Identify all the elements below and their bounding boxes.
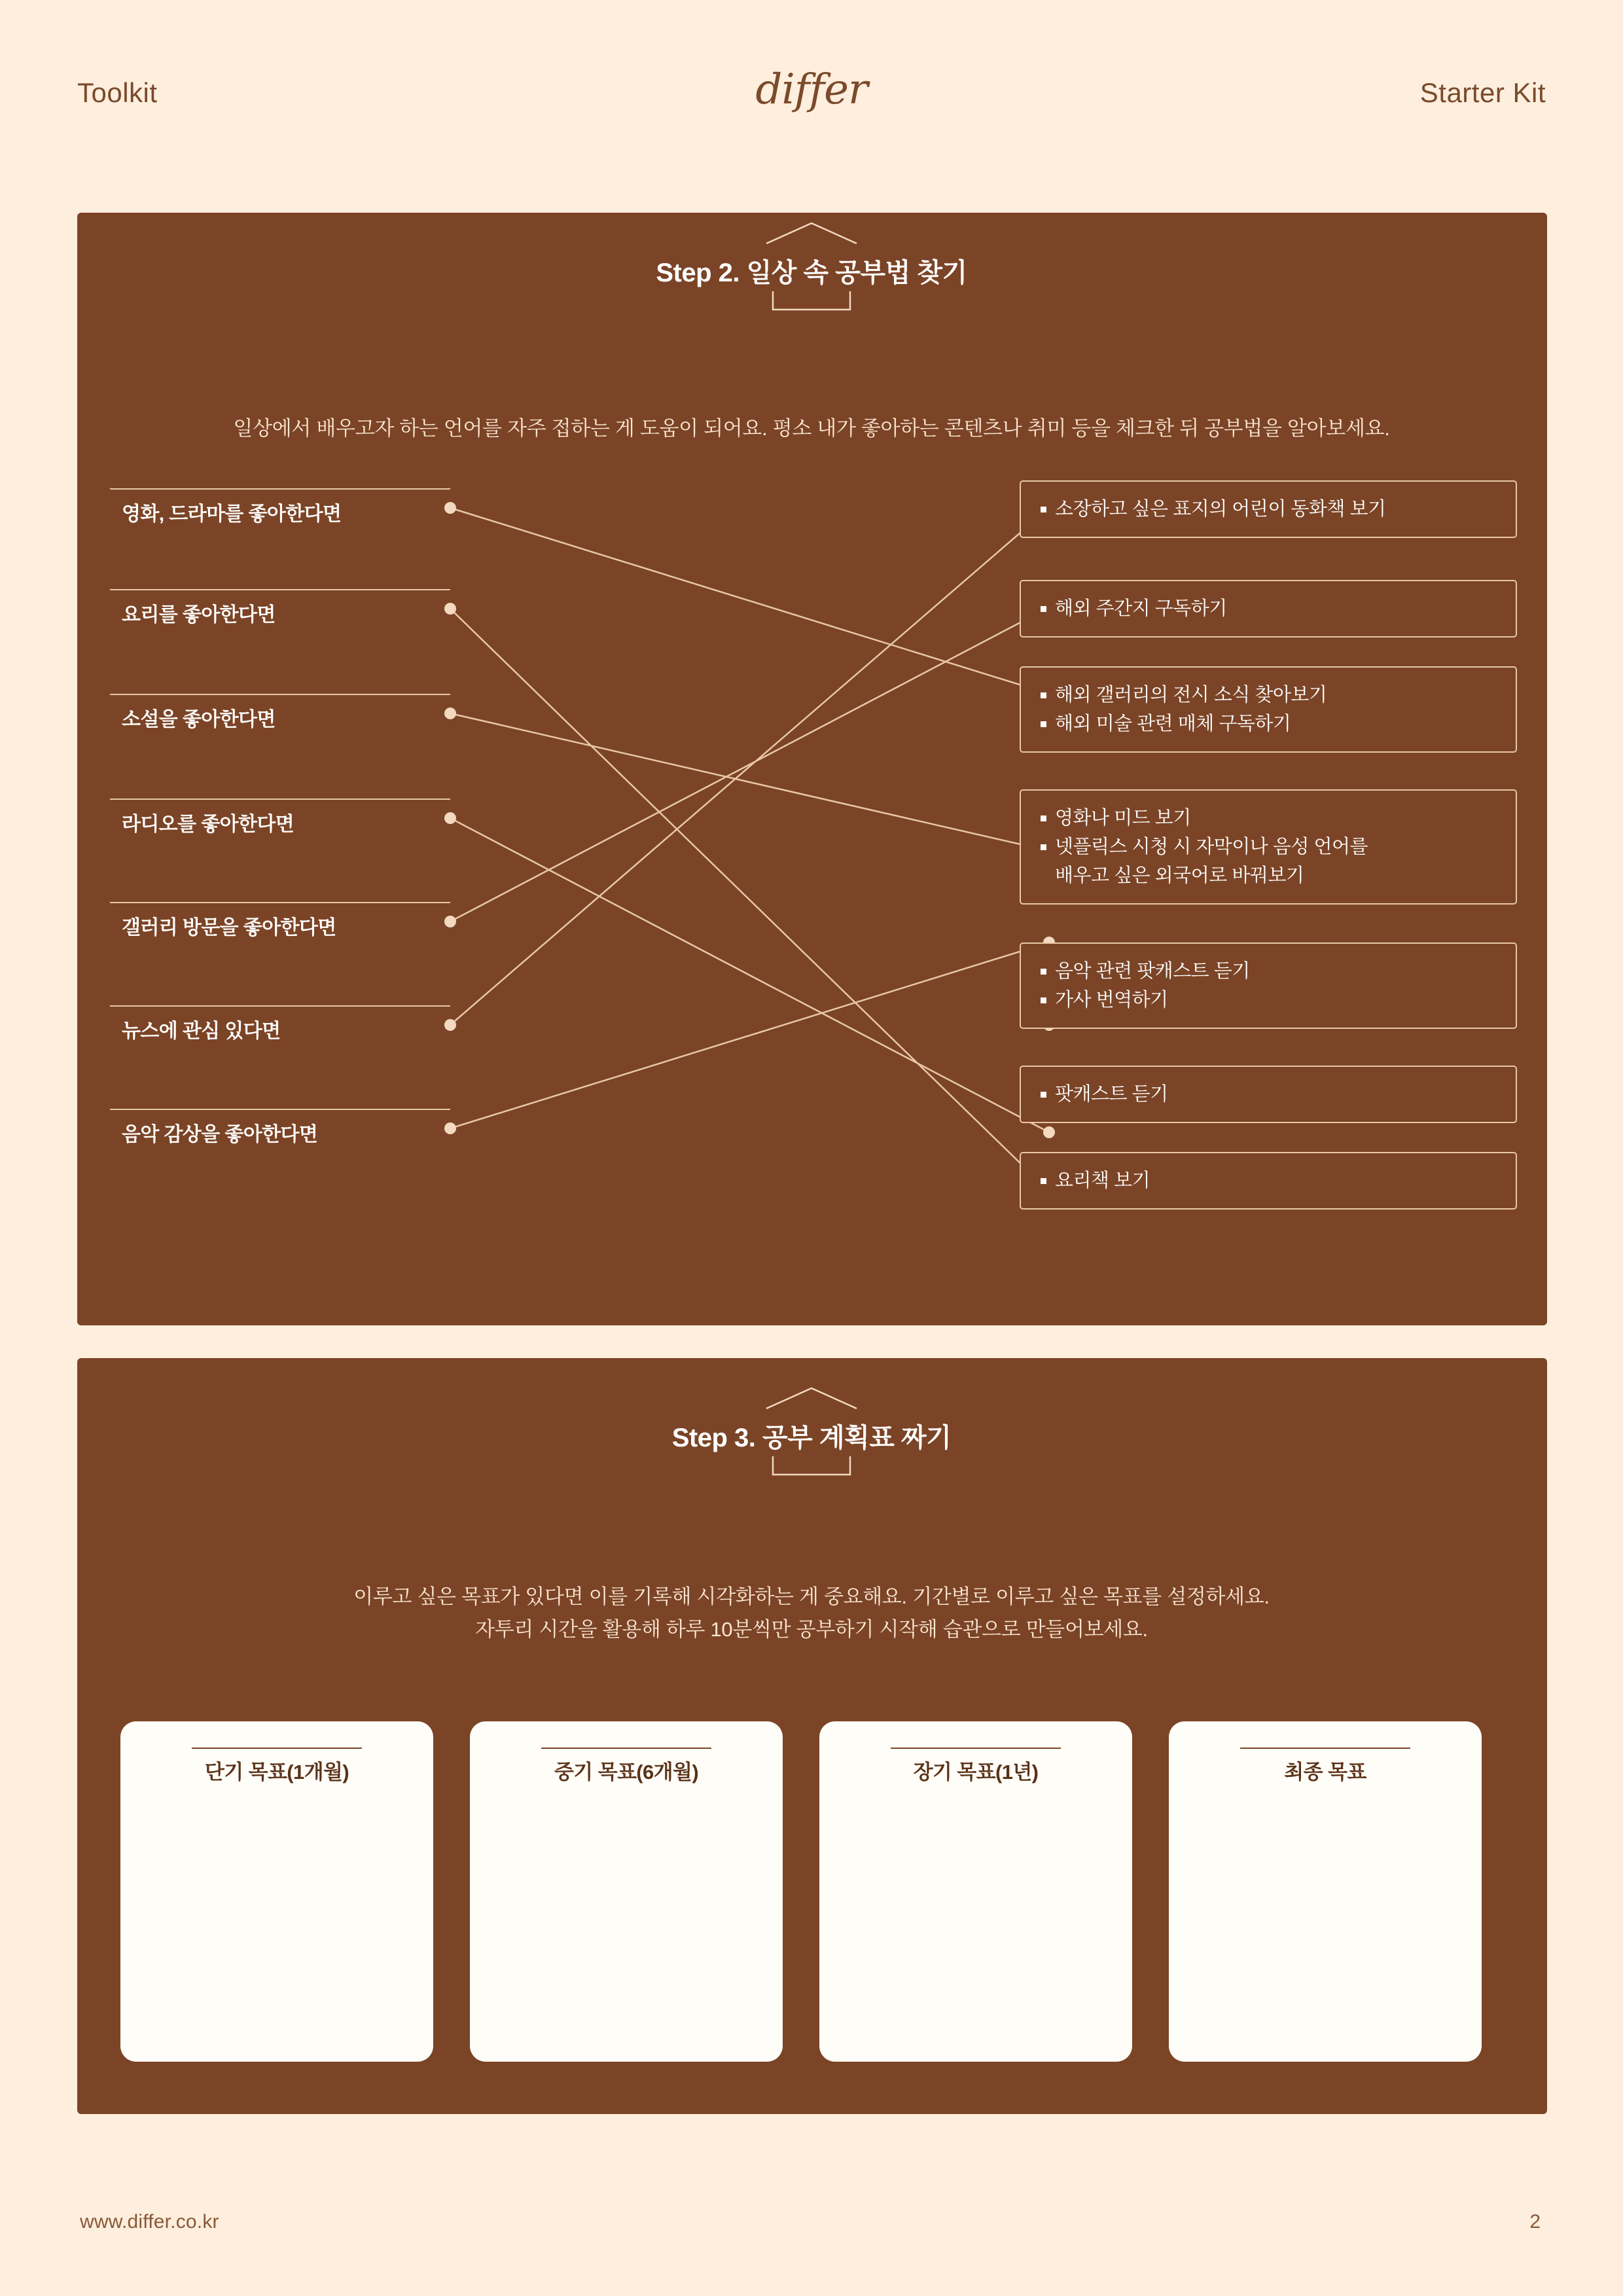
goal-box-short-term[interactable] bbox=[120, 1721, 433, 2062]
goal-title: 중기 목표(6개월) bbox=[554, 1761, 699, 1784]
right-box-6[interactable] bbox=[1020, 1152, 1517, 1210]
left-item-rule bbox=[110, 589, 450, 590]
left-item-2[interactable] bbox=[110, 670, 476, 732]
right-box-line: 소장하고 싶은 표지의 어린이 동화책 보기 bbox=[1038, 495, 1499, 524]
right-box-0[interactable] bbox=[1020, 480, 1517, 538]
left-item-3[interactable] bbox=[110, 775, 476, 836]
step2-description: 일상에서 배우고자 하는 언어를 자주 접하는 게 도움이 되어요. 평소 내가 좋아하는 콘텐츠나 취미 등을 체크한 뒤 공부법을 알아보세요. bbox=[233, 417, 1390, 440]
goal-title-rule bbox=[1240, 1748, 1410, 1749]
left-item-4[interactable] bbox=[110, 878, 476, 940]
goal-title: 단기 목표(1개월) bbox=[204, 1761, 349, 1784]
left-item-label: 라디오를 좋아한다면 bbox=[122, 814, 294, 835]
left-item-label: 요리를 좋아한다면 bbox=[122, 604, 276, 626]
goal-title: 최종 목표 bbox=[1284, 1761, 1366, 1784]
right-box-line: 가사 번역하기 bbox=[1038, 986, 1499, 1014]
right-box-3[interactable] bbox=[1020, 789, 1517, 905]
left-item-rule bbox=[110, 902, 450, 903]
left-item-0[interactable] bbox=[110, 465, 476, 526]
left-item-label: 음악 감상을 좋아한다면 bbox=[122, 1124, 318, 1145]
matching-area bbox=[77, 484, 1547, 1257]
brand-logo: differ bbox=[755, 65, 868, 114]
left-item-6[interactable] bbox=[110, 1085, 476, 1147]
goal-box-list bbox=[77, 1721, 1547, 2088]
step3-heading bbox=[0, 1417, 1623, 1454]
footer-page-number: 2 bbox=[1529, 2211, 1541, 2233]
left-item-label: 갤러리 방문을 좋아한다면 bbox=[122, 917, 336, 939]
right-box-line: 해외 갤러리의 전시 소식 찾아보기 bbox=[1038, 681, 1499, 709]
footer-url[interactable]: www.differ.co.kr bbox=[80, 2211, 219, 2233]
left-item-rule bbox=[110, 798, 450, 800]
goal-title-rule bbox=[541, 1748, 711, 1749]
step3-title-text: Step 3. 공부 계획표 짜기 bbox=[668, 1417, 955, 1454]
page-header bbox=[0, 65, 1623, 124]
header-left-label: Toolkit bbox=[77, 77, 158, 108]
right-box-line: 해외 미술 관련 매체 구독하기 bbox=[1038, 709, 1499, 738]
step3-description-line-2: 자투리 시간을 활용해 하루 10분씩만 공부하기 시작해 습관으로 만들어보세요. bbox=[475, 1618, 1148, 1641]
bracket-bottom-icon bbox=[765, 1455, 858, 1477]
right-box-line: 영화나 미드 보기 bbox=[1038, 804, 1499, 833]
goal-box-mid-term[interactable] bbox=[470, 1721, 783, 2062]
right-box-4[interactable] bbox=[1020, 942, 1517, 1029]
step2-heading bbox=[0, 252, 1623, 289]
left-item-rule bbox=[110, 1005, 450, 1007]
goal-title-rule bbox=[192, 1748, 362, 1749]
right-box-line: 팟캐스트 듣기 bbox=[1038, 1080, 1499, 1109]
right-box-line: 넷플릭스 시청 시 자막이나 음성 언어를 bbox=[1038, 833, 1499, 861]
step3-description-line-1: 이루고 싶은 목표가 있다면 이를 기록해 시각화하는 게 중요해요. 기간별로 이루고 싶은 목표를 설정하세요. bbox=[353, 1585, 1270, 1608]
right-box-1[interactable] bbox=[1020, 580, 1517, 637]
right-box-2[interactable] bbox=[1020, 666, 1517, 753]
bracket-top-icon bbox=[765, 1387, 858, 1409]
left-item-label: 영화, 드라마를 좋아한다면 bbox=[122, 503, 342, 525]
left-item-rule bbox=[110, 694, 450, 695]
goal-box-long-term[interactable] bbox=[819, 1721, 1132, 2062]
left-item-label: 소설을 좋아한다면 bbox=[122, 709, 276, 730]
left-item-label: 뉴스에 관심 있다면 bbox=[122, 1020, 281, 1042]
step2-title-text: Step 2. 일상 속 공부법 찾기 bbox=[652, 252, 971, 289]
right-box-5[interactable] bbox=[1020, 1066, 1517, 1123]
header-right-label: Starter Kit bbox=[1419, 77, 1546, 108]
right-box-line: 음악 관련 팟캐스트 듣기 bbox=[1038, 957, 1499, 986]
goal-title-rule bbox=[891, 1748, 1061, 1749]
left-item-1[interactable] bbox=[110, 565, 476, 627]
right-box-line: 해외 주간지 구독하기 bbox=[1038, 594, 1499, 623]
step3-description bbox=[0, 1581, 1623, 1646]
goal-box-final[interactable] bbox=[1169, 1721, 1482, 2062]
goal-title: 장기 목표(1년) bbox=[913, 1761, 1039, 1784]
left-item-rule bbox=[110, 1109, 450, 1110]
left-item-5[interactable] bbox=[110, 982, 476, 1043]
left-item-rule bbox=[110, 488, 450, 490]
bracket-bottom-icon bbox=[765, 290, 858, 312]
right-box-line: 요리책 보기 bbox=[1038, 1166, 1499, 1195]
right-box-line: 배우고 싶은 외국어로 바꿔보기 bbox=[1055, 865, 1304, 887]
bracket-top-icon bbox=[765, 222, 858, 244]
